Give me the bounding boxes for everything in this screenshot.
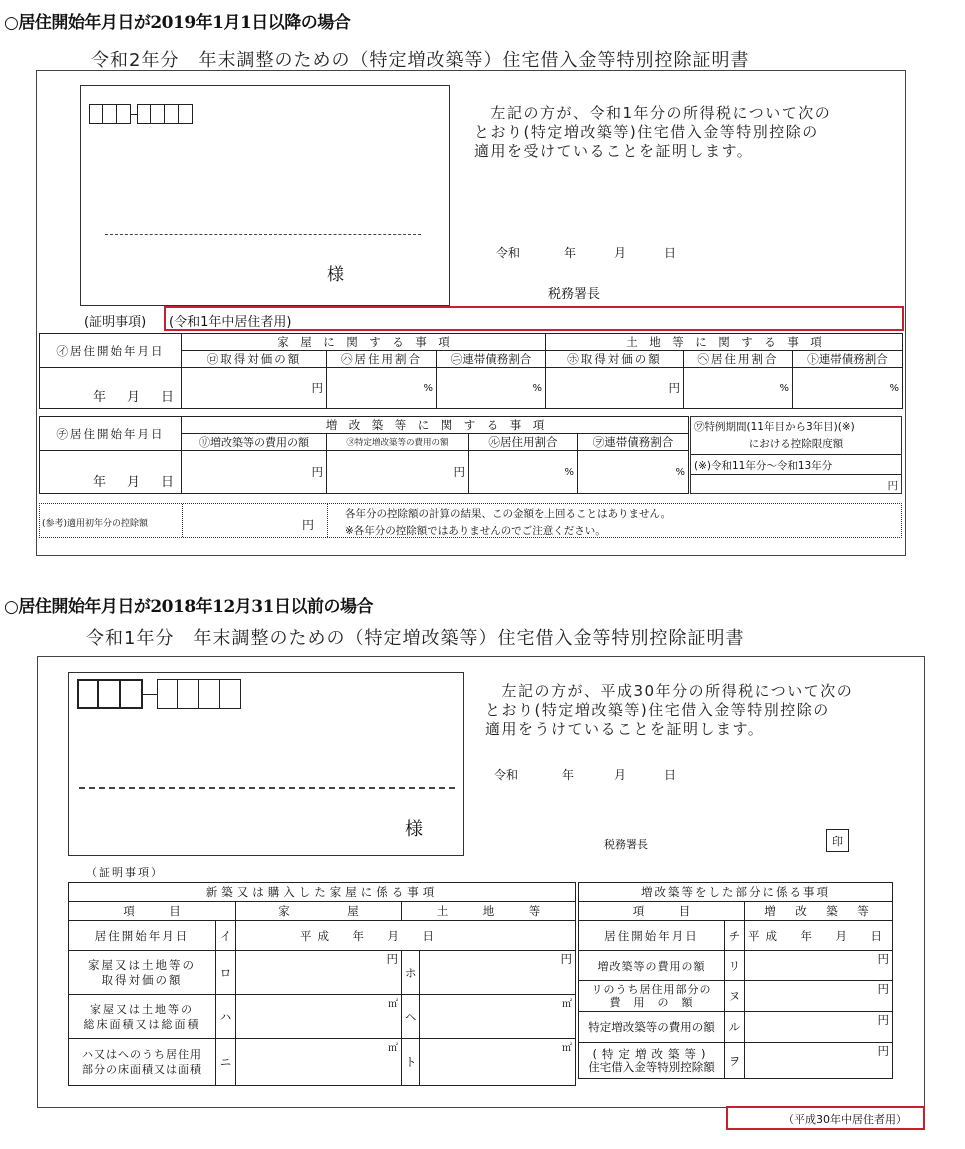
address-box — [80, 85, 450, 306]
col-special-reno-cost: ㋦特定増改築等の費用の額 — [327, 434, 469, 451]
reno-joint-field[interactable]: % — [578, 451, 689, 494]
row-area-label — [69, 995, 216, 1039]
date-month: 月 — [614, 246, 627, 260]
col-house-joint: ㋥連帯債務割合 — [437, 351, 546, 368]
house-resid-area-field[interactable]: ㎡ — [236, 1039, 402, 1086]
reference-row — [39, 503, 902, 538]
key-chi: チ — [725, 921, 745, 951]
postal-code-boxes — [89, 104, 193, 124]
section2-heading: ○居住開始年月日が2018年12月31日以前の場合 — [4, 597, 373, 617]
row-resid-cost-label-1: リのうち居住用部分の — [591, 983, 712, 996]
row-resid-area-label — [69, 1039, 216, 1086]
row-deduction-label-2: 住宅借入金等特別控除額 — [588, 1059, 715, 1074]
key-ho: ホ — [402, 951, 420, 995]
col-reno-cost: ㋷増改築等の費用の額 — [182, 434, 327, 451]
reno-part-header: 増改築等をした部分に係る事項 — [579, 883, 893, 902]
resid-cost-field[interactable]: 円 — [745, 981, 893, 1012]
row-special-reno-label: 特定増改築等の費用の額 — [579, 1012, 725, 1043]
reno-cost-field[interactable]: 円 — [182, 451, 327, 494]
key-ha: ハ — [216, 995, 236, 1039]
reno-start-date-value[interactable]: 年 月 日 — [40, 451, 182, 494]
resident-label-2: （平成30年中居住者用） — [783, 1113, 907, 1126]
date-month-2: 月 — [614, 768, 627, 782]
name-line-2 — [79, 787, 455, 789]
deduction-field[interactable]: 円 — [745, 1043, 893, 1079]
house-price-field[interactable]: 円 — [182, 368, 327, 409]
cert2-line-2: とおり(特定増改築等)住宅借入金等特別控除の — [485, 701, 830, 719]
date-day: 日 — [664, 246, 677, 260]
date-year-2: 年 — [562, 768, 575, 782]
reno-header: 増 改 築 等 に 関 す る 事 項 — [182, 417, 689, 434]
col-house-price: ㋺取得対価の額 — [182, 351, 327, 368]
special-note: (※)令和11年分～令和13年分 — [694, 460, 833, 472]
row-resid-area-label-1: ハ又はへのうち居住用 — [82, 1048, 202, 1061]
special-period-box — [690, 416, 902, 494]
col-land-ratio: ㋬居住用割合 — [684, 351, 793, 368]
land-header: 土 地 等 に 関 す る 事 項 — [546, 334, 903, 351]
row-price-label-2: 取得対価の額 — [101, 972, 183, 987]
col-land-price: ㋭取得対価の額 — [546, 351, 684, 368]
col-reno-ratio: ㋸居住用割合 — [469, 434, 578, 451]
col-item: 項 目 — [69, 902, 236, 921]
key-i: イ — [216, 921, 236, 951]
tax-office-chief: 税務署長 — [548, 287, 601, 302]
land-joint-field[interactable]: % — [793, 368, 903, 409]
col-house-ratio: ㋩居住用割合 — [327, 351, 437, 368]
cert2-line-1: 左記の方が、平成30年分の所得税について次の — [485, 682, 854, 700]
key-wo: ヲ — [725, 1043, 745, 1079]
address-box-2 — [68, 672, 464, 856]
cert-items-label-2: （証明事項） — [86, 866, 164, 879]
col-item-right: 項 目 — [579, 902, 745, 921]
key-ro: ロ — [216, 951, 236, 995]
reno-ratio-field[interactable]: % — [469, 451, 578, 494]
row-area-label-1: 家屋又は土地等の — [90, 1002, 194, 1016]
cert-items-label: (証明事項) — [84, 315, 147, 330]
start-date-label: ㋑居住開始年月日 — [40, 334, 182, 368]
row-deduction-label — [579, 1043, 725, 1079]
house-joint-field[interactable]: % — [437, 368, 546, 409]
reference-note-2: ※各年分の控除額ではありませんのでご注意ください。 — [345, 525, 606, 537]
date-era: 令和 — [496, 246, 521, 260]
key-nu: ヌ — [725, 981, 745, 1012]
key-ri: リ — [725, 951, 745, 981]
reno-cost-field-2[interactable]: 円 — [745, 951, 893, 981]
house-header: 家 屋 に 関 す る 事 項 — [182, 334, 546, 351]
special-amount-field[interactable]: 円 — [887, 480, 898, 492]
key-he: ヘ — [402, 995, 420, 1039]
row-reno-cost-label: 増改築等の費用の額 — [579, 951, 725, 981]
honorific-2: 様 — [405, 819, 423, 840]
resident-label: (令和1年中居住者用) — [169, 315, 292, 330]
col-reno-joint: ㋾連帯債務割合 — [578, 434, 689, 451]
row-resid-area-label-2: 部分の床面積又は面積 — [82, 1063, 202, 1076]
new-house-table — [68, 882, 576, 1086]
date-era-2: 令和 — [494, 768, 519, 782]
key-ni: ニ — [216, 1039, 236, 1086]
special-reno-cost-field[interactable]: 円 — [327, 451, 469, 494]
section2-title: 令和1年分 年末調整のための（特定増改築等）住宅借入金等特別控除証明書 — [86, 628, 745, 649]
row-area-label-2: 総床面積又は総面積 — [83, 1017, 201, 1031]
land-ratio-field[interactable]: % — [684, 368, 793, 409]
land-area-field[interactable]: ㎡ — [420, 995, 576, 1039]
col-renovation: 増 改 築 等 — [745, 902, 893, 921]
house-ratio-field[interactable]: % — [327, 368, 437, 409]
cert-line-2: とおり(特定増改築等)住宅借入金等特別控除の — [474, 123, 819, 141]
seal-label: 印 — [832, 834, 843, 848]
cert-line-3: 適用を受けていることを証明します。 — [474, 142, 754, 160]
resident-label-highlight-2 — [726, 1106, 925, 1130]
row-resid-cost-label-2: 費 用 の 額 — [609, 996, 694, 1009]
row-resid-cost-label — [579, 981, 725, 1012]
postal-code-boxes-2 — [77, 679, 241, 709]
col-land-joint: ㋣連帯債務割合 — [793, 351, 903, 368]
seal-box — [826, 829, 849, 852]
cert-line-1: 左記の方が、令和1年分の所得税について次の — [474, 104, 832, 122]
reno-start-date-field[interactable]: 平成 年 月 日 — [745, 921, 893, 951]
new-house-header: 新築又は購入した家屋に係る事項 — [69, 883, 576, 902]
certification-text-2 — [485, 682, 853, 739]
col-house: 家 屋 — [236, 902, 402, 921]
resident-label-highlight — [164, 306, 904, 331]
land-resid-area-field[interactable]: ㎡ — [420, 1039, 576, 1086]
renovation-part-table — [578, 882, 893, 1079]
start-date-value[interactable]: 年 月 日 — [40, 368, 182, 409]
reno-start-date-label: ㋠居住開始年月日 — [40, 417, 182, 451]
house-area-field[interactable]: ㎡ — [236, 995, 402, 1039]
row-price-label — [69, 951, 216, 995]
reference-amount-field[interactable]: 円 — [302, 518, 315, 532]
name-line — [105, 234, 421, 235]
row-start-date-label: 居住開始年月日 — [69, 921, 216, 951]
honorific: 様 — [327, 265, 344, 285]
house-land-table — [39, 333, 903, 409]
start-date-field[interactable]: 平成 年 月 日 — [236, 921, 576, 951]
tax-office-chief-2: 税務署長 — [604, 838, 648, 851]
row-price-label-1: 家屋又は土地等の — [88, 957, 196, 972]
date-day-2: 日 — [664, 768, 677, 782]
col-land: 土 地 等 — [402, 902, 576, 921]
row-deduction-label-1: (特定増改築等) — [592, 1046, 711, 1061]
certification-text — [474, 104, 831, 161]
reference-label: (参考)適用初年分の控除額 — [42, 519, 149, 529]
section1-title: 令和2年分 年末調整のための（特定増改築等）住宅借入金等特別控除証明書 — [91, 50, 750, 71]
land-price-field-2[interactable]: 円 — [420, 951, 576, 995]
special-label-2: における控除限度額 — [748, 438, 844, 450]
special-label-1: ㋻特例期間(11年目から3年目)(※) — [694, 421, 855, 433]
house-price-field-2[interactable]: 円 — [236, 951, 402, 995]
cert2-line-3: 適用をうけていることを証明します。 — [485, 720, 765, 738]
row-reno-start-label: 居住開始年月日 — [579, 921, 725, 951]
date-year: 年 — [564, 246, 577, 260]
section1-heading: ○居住開始年月日が2019年1月1日以降の場合 — [4, 13, 351, 33]
key-ru: ル — [725, 1012, 745, 1043]
reference-note-1: 各年分の控除額の計算の結果、この金額を上回ることはありません。 — [345, 508, 672, 520]
key-to: ト — [402, 1039, 420, 1086]
renovation-table — [39, 416, 689, 494]
special-reno-field[interactable]: 円 — [745, 1012, 893, 1043]
land-price-field[interactable]: 円 — [546, 368, 684, 409]
